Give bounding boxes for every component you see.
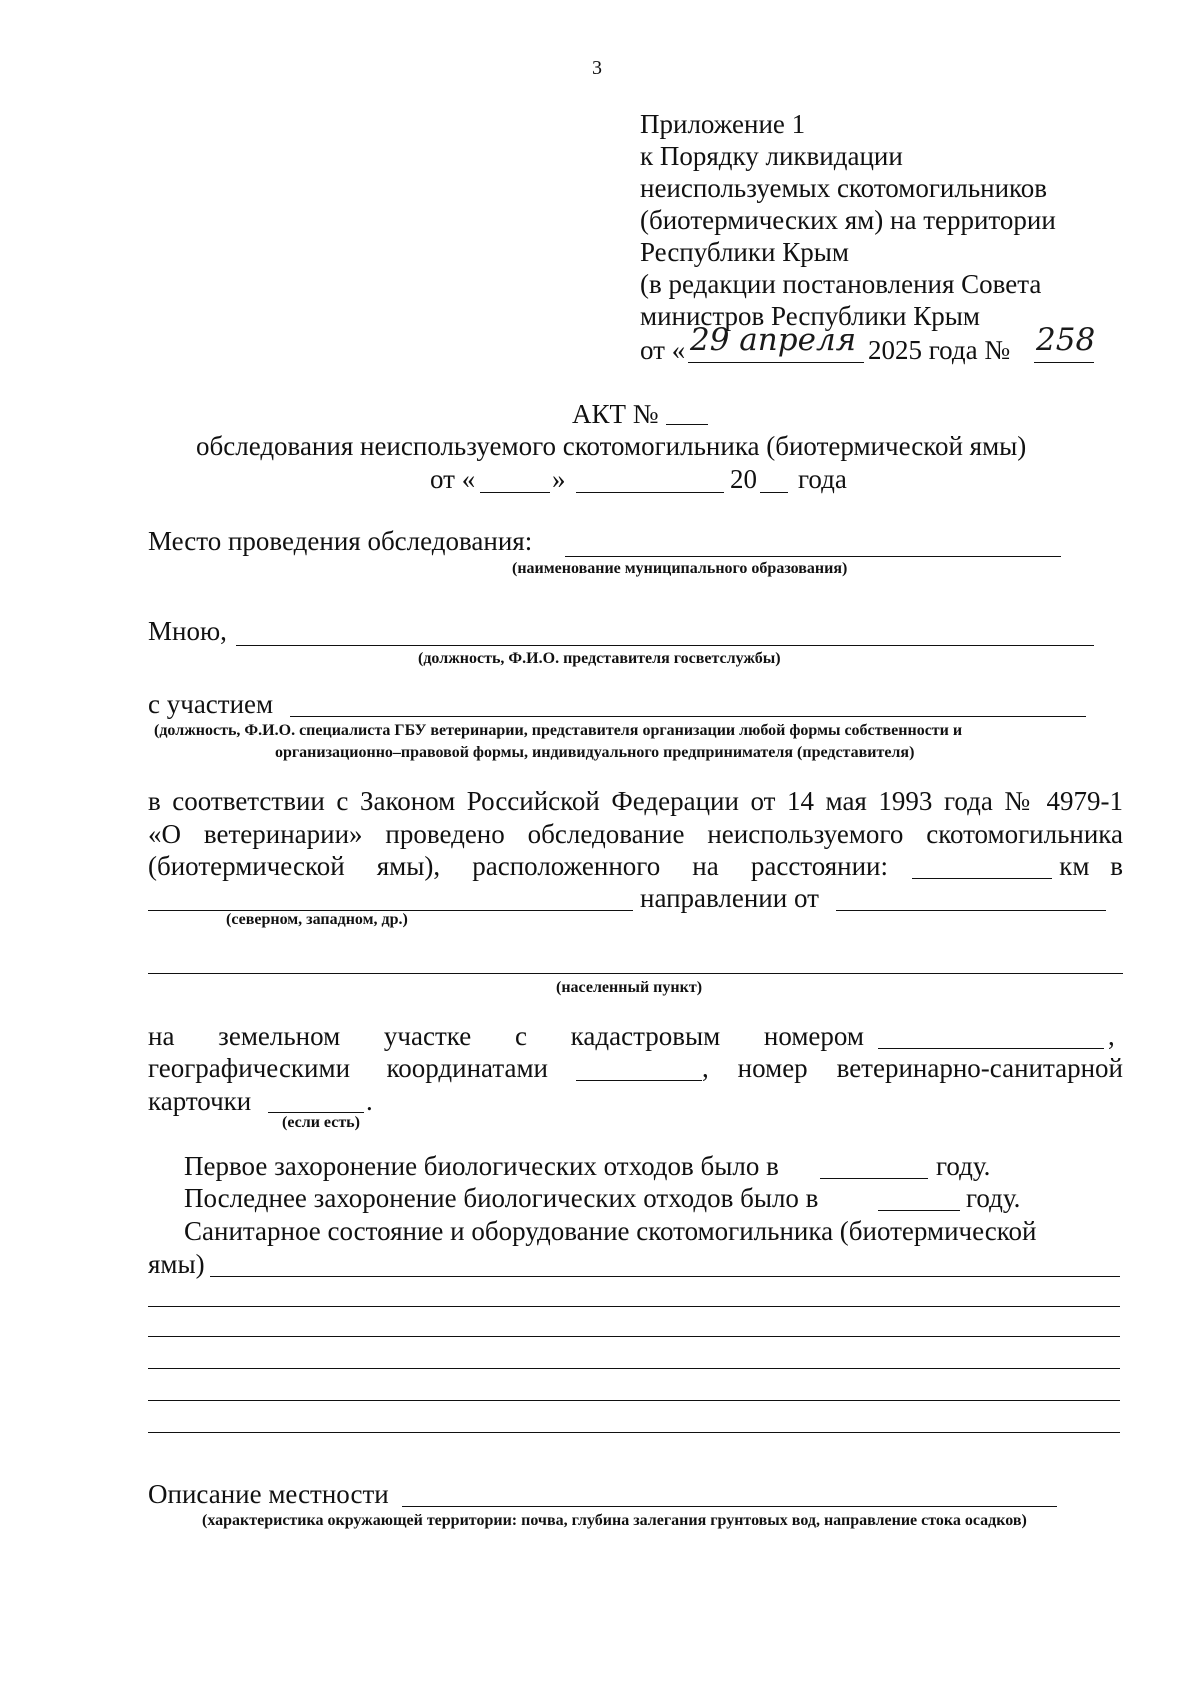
appendix-title: Приложение 1 bbox=[640, 109, 806, 139]
body-line: карточки bbox=[148, 1086, 252, 1116]
appendix-line: к Порядку ликвидации bbox=[640, 141, 903, 171]
first-year-blank bbox=[820, 1178, 928, 1179]
period: . bbox=[366, 1086, 373, 1116]
appendix-line: Республики Крым bbox=[640, 237, 849, 267]
distance-blank bbox=[912, 878, 1052, 879]
body-line: «О ветеринарии» проведено обследование неиспользуемого скотомогильника bbox=[148, 819, 1123, 849]
body-line: (биотермической ямы), расположенного на расстоянии: bbox=[148, 851, 888, 881]
sanitary-line bbox=[148, 1400, 1120, 1401]
date-underline bbox=[688, 362, 864, 363]
by-label: Мною, bbox=[148, 616, 227, 646]
appendix-date-prefix: от « bbox=[640, 335, 686, 365]
place-blank bbox=[565, 556, 1061, 557]
sanitary-line bbox=[148, 1336, 1120, 1337]
month-blank bbox=[576, 492, 724, 493]
comma: , bbox=[1108, 1021, 1115, 1051]
appendix-line: (в редакции постановления Совета bbox=[640, 269, 1042, 299]
sanitary-label-2: ямы) bbox=[148, 1249, 205, 1279]
sanitary-line bbox=[148, 1432, 1120, 1433]
body-line: , номер ветеринарно-санитарной bbox=[702, 1053, 1123, 1083]
year-prefix: 20 bbox=[730, 464, 757, 494]
settlement-hint: (населенный пункт) bbox=[556, 979, 703, 996]
body-line: на земельном участке с кадастровым номером bbox=[148, 1021, 864, 1051]
sanitary-label: Санитарное состояние и оборудование скотомогильника (биотермической bbox=[184, 1216, 1037, 1246]
last-year-blank bbox=[878, 1210, 960, 1211]
direction-hint: (северном, западном, др.) bbox=[226, 911, 408, 928]
appendix-line: министров Республики Крым bbox=[640, 301, 980, 331]
coords-blank bbox=[576, 1080, 702, 1081]
km-label: км в bbox=[1059, 851, 1123, 881]
settlement-blank bbox=[148, 973, 1123, 974]
page-number: 3 bbox=[592, 57, 602, 79]
act-number-blank bbox=[666, 424, 708, 425]
with-label: с участием bbox=[148, 689, 274, 719]
sanitary-line bbox=[148, 1368, 1120, 1369]
last-burial: Последнее захоронение биологических отходов было в bbox=[184, 1183, 819, 1213]
first-burial: Первое захоронение биологических отходов было в bbox=[184, 1151, 779, 1181]
by-blank bbox=[236, 645, 1094, 646]
day-blank bbox=[480, 492, 550, 493]
terrain-label: Описание местности bbox=[148, 1479, 389, 1509]
year-blank bbox=[760, 492, 788, 493]
terrain-blank bbox=[402, 1506, 1057, 1507]
act-subtitle: обследования неиспользуемого скотомогильника (биотермической ямы) bbox=[196, 431, 1027, 461]
card-blank bbox=[268, 1112, 364, 1113]
from-blank bbox=[836, 910, 1106, 911]
cadastral-blank bbox=[878, 1048, 1104, 1049]
handwritten-number: 258 bbox=[1036, 322, 1096, 358]
place-hint: (наименование муниципального образования) bbox=[512, 560, 848, 577]
with-hint-1: (должность, Ф.И.О. специалиста ГБУ ветеринарии, представителя организации любой формы собственности и bbox=[154, 722, 963, 739]
handwritten-date: 29 апреля bbox=[690, 322, 857, 358]
body-line: географическими координатами bbox=[148, 1053, 548, 1083]
appendix-line: (биотермических ям) на территории bbox=[640, 205, 1056, 235]
sanitary-line bbox=[210, 1276, 1120, 1277]
direction-label: направлении от bbox=[640, 883, 819, 913]
first-burial-end: году. bbox=[936, 1151, 991, 1181]
act-title: АКТ № bbox=[572, 399, 659, 429]
card-hint: (если есть) bbox=[282, 1114, 360, 1131]
place-label: Место проведения обследования: bbox=[148, 526, 533, 556]
appendix-date-suffix: 2025 года № bbox=[868, 335, 1011, 365]
by-hint: (должность, Ф.И.О. представителя госветслужбы) bbox=[418, 650, 781, 667]
act-date-quote: » bbox=[552, 464, 566, 494]
terrain-hint: (характеристика окружающей территории: почва, глубина залегания грунтовых вод, направление стока осадков) bbox=[202, 1512, 1027, 1529]
with-hint-2: организационно–правовой формы, индивидуального предпринимателя (представителя) bbox=[275, 744, 915, 761]
body-line: в соответствии с Законом Российской Федерации от 14 мая 1993 года № 4979-1 bbox=[148, 786, 1123, 816]
year-suffix: года bbox=[798, 464, 847, 494]
appendix-line: неиспользуемых скотомогильников bbox=[640, 173, 1048, 203]
with-blank bbox=[290, 716, 1086, 717]
last-burial-end: году. bbox=[966, 1183, 1021, 1213]
number-underline bbox=[1034, 362, 1094, 363]
sanitary-line bbox=[148, 1306, 1120, 1307]
act-date-prefix: от « bbox=[430, 464, 476, 494]
